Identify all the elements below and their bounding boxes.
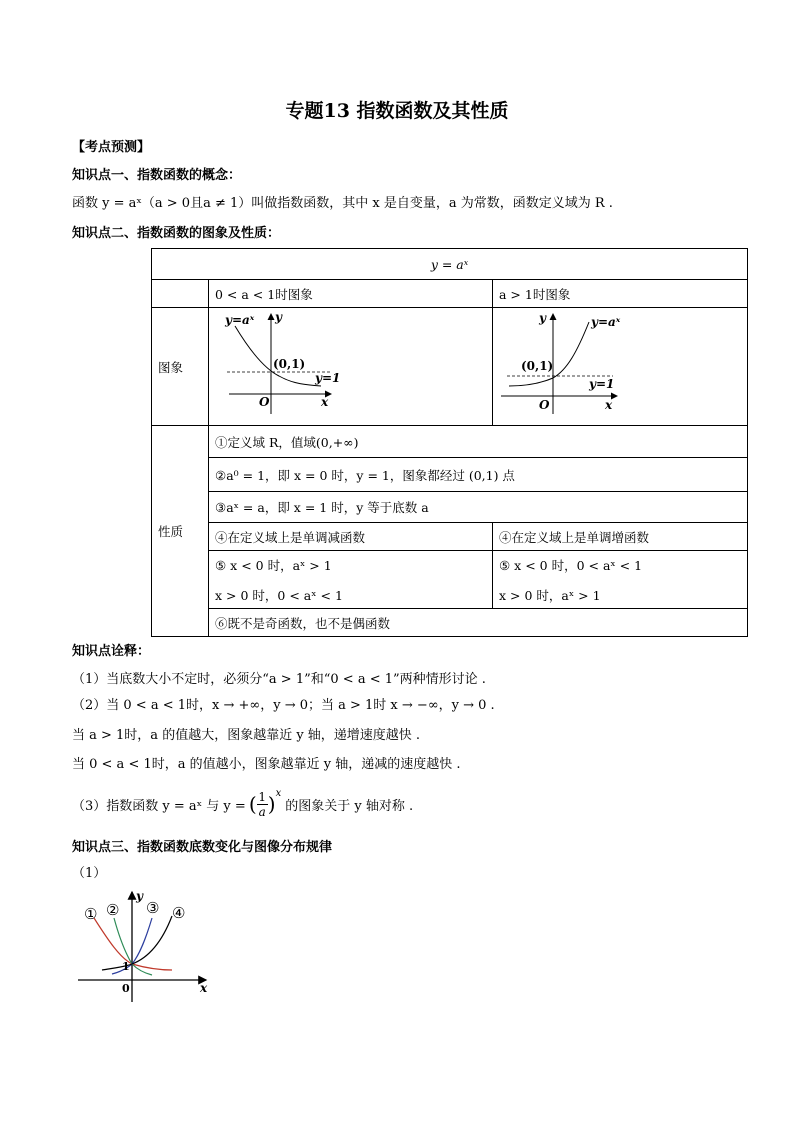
line-label: y=1 <box>589 377 615 391</box>
x-axis-label: x <box>321 395 329 409</box>
label-2: ② <box>106 901 120 919</box>
label-4: ④ <box>172 904 186 922</box>
line5-post: 的图象关于 y 轴对称 . <box>285 798 414 814</box>
graph-increasing <box>493 308 747 422</box>
col-right-header: a > 1时图象 <box>493 280 748 308</box>
prop-2: ②a⁰ = 1，即 x = 0 时，y = 1，图象都经过 (0,1) 点 <box>209 458 748 492</box>
curve-label: y=aˣ <box>591 315 621 329</box>
base-variation-figure <box>72 888 222 1008</box>
explain-line-3: 当 a > 1时，a 的值越大，图象越靠近 y 轴，递增速度越快 . <box>72 728 421 743</box>
forecast-heading: 【考点预测】 <box>72 140 151 155</box>
decreasing-curve <box>235 326 321 386</box>
graph-decreasing <box>209 308 492 422</box>
x-axis-label: x <box>200 981 208 995</box>
fraction-denominator: a <box>258 804 266 819</box>
page-title: 专题13 指数函数及其性质 <box>285 100 509 122</box>
prop-5-right-b: x > 0 时，aˣ > 1 <box>499 587 601 603</box>
col-left-header: 0 < a < 1时图象 <box>209 280 493 308</box>
origin-label: 0 <box>122 982 130 995</box>
left-paren: ( <box>248 792 257 816</box>
prop-4-right: ④在定义域上是单调增函数 <box>493 523 748 551</box>
right-paren: ) <box>267 792 276 816</box>
fraction-numerator: 1 <box>258 789 267 804</box>
properties-table <box>151 248 748 637</box>
k1-text: 函数 y = aˣ（a > 0且a ≠ 1）叫做指数函数，其中 x 是自变量，a 为常数，函数定义域为 R . <box>72 196 613 211</box>
label-3: ③ <box>146 899 160 917</box>
curve-4 <box>102 916 172 970</box>
prop-5-right-a: ⑤ x < 0 时，0 < aˣ < 1 <box>499 557 643 573</box>
curve-label: y=aˣ <box>225 313 255 327</box>
explain-heading: 知识点诠释： <box>72 644 151 659</box>
graph-left-cell <box>209 308 493 426</box>
exponent: x <box>275 788 282 799</box>
prop-4-left: ④在定义域上是单调减函数 <box>209 523 493 551</box>
origin-label: O <box>259 395 270 409</box>
k3-heading: 知识点三、指数函数底数变化与图像分布规律 <box>72 840 333 855</box>
curve-2 <box>114 918 152 975</box>
y-axis-label: y <box>539 311 546 325</box>
prop-5-left-a: ⑤ x < 0 时，aˣ > 1 <box>215 557 332 573</box>
point-label: (0,1) <box>273 357 306 371</box>
prop-3: ③aˣ = a，即 x = 1 时，y 等于底数 a <box>209 492 748 523</box>
explain-line-4: 当 0 < a < 1时，a 的值越小，图象越靠近 y 轴，递减的速度越快 . <box>72 757 461 772</box>
prop-5-left <box>209 551 493 609</box>
prop-1: ①定义域 R，值域(0,+∞) <box>209 426 748 458</box>
fraction <box>257 790 268 819</box>
line5-pre: （3）指数函数 y = aˣ 与 y = <box>72 798 246 814</box>
k3-sub: （1） <box>72 866 107 881</box>
origin-label: O <box>539 398 550 412</box>
explain-line-1: （1）当底数大小不定时，必须分“a > 1”和“0 < a < 1”两种情形讨论 . <box>72 672 486 687</box>
table-header: y = aˣ <box>152 249 748 280</box>
y-axis-label: y <box>275 310 282 324</box>
graph-right-cell <box>493 308 748 426</box>
k1-heading: 知识点一、指数函数的概念： <box>72 168 242 183</box>
explain-line-5 <box>72 788 413 820</box>
k2-heading: 知识点二、指数函数的图象及性质： <box>72 226 281 241</box>
line-label: y=1 <box>315 371 341 385</box>
graph-row-label: 图象 <box>152 308 209 426</box>
empty-cell <box>152 280 209 308</box>
prop-row-label: 性质 <box>152 426 209 637</box>
point-label: (0,1) <box>521 359 554 373</box>
y-axis-label: y <box>136 889 143 903</box>
label-1: ① <box>84 905 98 923</box>
prop-5-left-b: x > 0 时，0 < aˣ < 1 <box>215 587 343 603</box>
prop-6: ⑥既不是奇函数，也不是偶函数 <box>209 609 748 637</box>
prop-5-right <box>493 551 748 609</box>
x-axis-label: x <box>605 398 613 412</box>
point-label: 1 <box>122 960 130 973</box>
explain-line-2: （2）当 0 < a < 1时，x → +∞，y → 0；当 a > 1时 x → −∞，y → 0 . <box>72 698 495 713</box>
